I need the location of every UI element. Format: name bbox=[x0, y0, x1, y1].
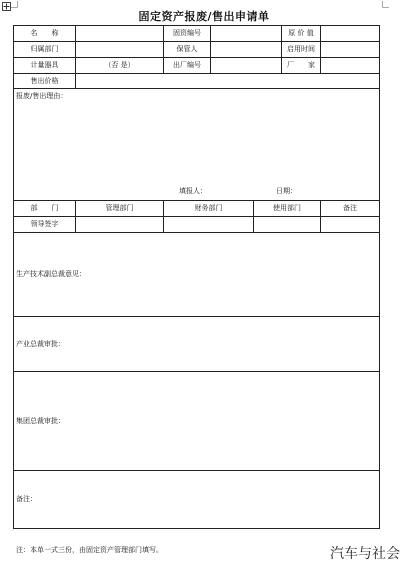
label-custodian: 保管人 bbox=[164, 42, 211, 58]
footer-note: 注：本单一式三份，由固定资产管理部门填写。 bbox=[16, 546, 163, 554]
field-serial-number[interactable] bbox=[211, 58, 282, 74]
row-basic-2 bbox=[14, 42, 380, 58]
label-sale-price: 售出价格 bbox=[14, 74, 76, 89]
label-vp-opinion: 生产技术副总裁意见： bbox=[16, 270, 86, 278]
label-group-approval: 集团总裁审批： bbox=[16, 416, 65, 425]
field-sign-remarks[interactable] bbox=[321, 217, 380, 233]
label-measuring-instrument: 计量器具 bbox=[14, 58, 76, 74]
row-dept-header bbox=[14, 201, 380, 217]
field-remarks[interactable] bbox=[14, 471, 380, 529]
label-finance-dept: 财务部门 bbox=[164, 201, 254, 217]
label-department: 归属部门 bbox=[14, 42, 76, 58]
label-original-value: 原 价 值 bbox=[282, 26, 321, 42]
field-start-date[interactable] bbox=[321, 42, 380, 58]
row-remarks bbox=[14, 471, 380, 529]
field-vp-opinion[interactable] bbox=[14, 233, 380, 317]
field-sign-management[interactable] bbox=[76, 217, 164, 233]
field-department[interactable] bbox=[76, 42, 164, 58]
label-date: 日期： bbox=[276, 187, 297, 195]
label-name: 名 称 bbox=[14, 26, 76, 42]
row-reason bbox=[14, 89, 380, 201]
label-asset-number: 固资编号 bbox=[164, 26, 211, 42]
application-form-table bbox=[13, 25, 380, 529]
field-group-approval[interactable] bbox=[14, 372, 380, 471]
label-start-date: 启用时间 bbox=[282, 42, 321, 58]
label-industry-approval: 产业总裁审批： bbox=[16, 339, 65, 348]
label-leader-sign: 领导签字 bbox=[14, 217, 76, 233]
page-corner-mark-left bbox=[11, 1, 18, 8]
label-remarks: 备注： bbox=[16, 495, 37, 503]
label-filler: 填报人： bbox=[179, 187, 207, 195]
page-corner-mark-right bbox=[382, 1, 389, 8]
field-sale-price[interactable] bbox=[76, 74, 380, 89]
label-serial-number: 出厂编号 bbox=[164, 58, 211, 74]
field-name[interactable] bbox=[76, 26, 164, 42]
field-manufacturer[interactable] bbox=[321, 58, 380, 74]
field-original-value[interactable] bbox=[321, 26, 380, 42]
field-reason[interactable] bbox=[14, 89, 380, 201]
label-reason: 报废/售出理由： bbox=[16, 92, 68, 100]
label-using-dept: 使用部门 bbox=[254, 201, 321, 217]
label-dept-remarks: 备注 bbox=[321, 201, 380, 217]
row-basic-1 bbox=[14, 26, 380, 42]
label-dept-header: 部 门 bbox=[14, 201, 76, 217]
field-sign-using[interactable] bbox=[254, 217, 321, 233]
row-basic-3 bbox=[14, 58, 380, 74]
watermark-text: 汽车与社会 bbox=[330, 546, 400, 562]
field-measuring-instrument[interactable]: （否 是） bbox=[76, 58, 164, 74]
row-sale-price bbox=[14, 74, 380, 89]
field-industry-approval[interactable] bbox=[14, 317, 380, 372]
form-title: 固定资产报废/售出申请单 bbox=[138, 10, 270, 23]
row-group-approval bbox=[14, 372, 380, 471]
row-leader-sign bbox=[14, 217, 380, 233]
label-management-dept: 管理部门 bbox=[76, 201, 164, 217]
field-custodian[interactable] bbox=[211, 42, 282, 58]
field-sign-finance[interactable] bbox=[164, 217, 254, 233]
row-vp-opinion bbox=[14, 233, 380, 317]
label-manufacturer: 厂 家 bbox=[282, 58, 321, 74]
field-asset-number[interactable] bbox=[211, 26, 282, 42]
row-industry-approval bbox=[14, 317, 380, 372]
